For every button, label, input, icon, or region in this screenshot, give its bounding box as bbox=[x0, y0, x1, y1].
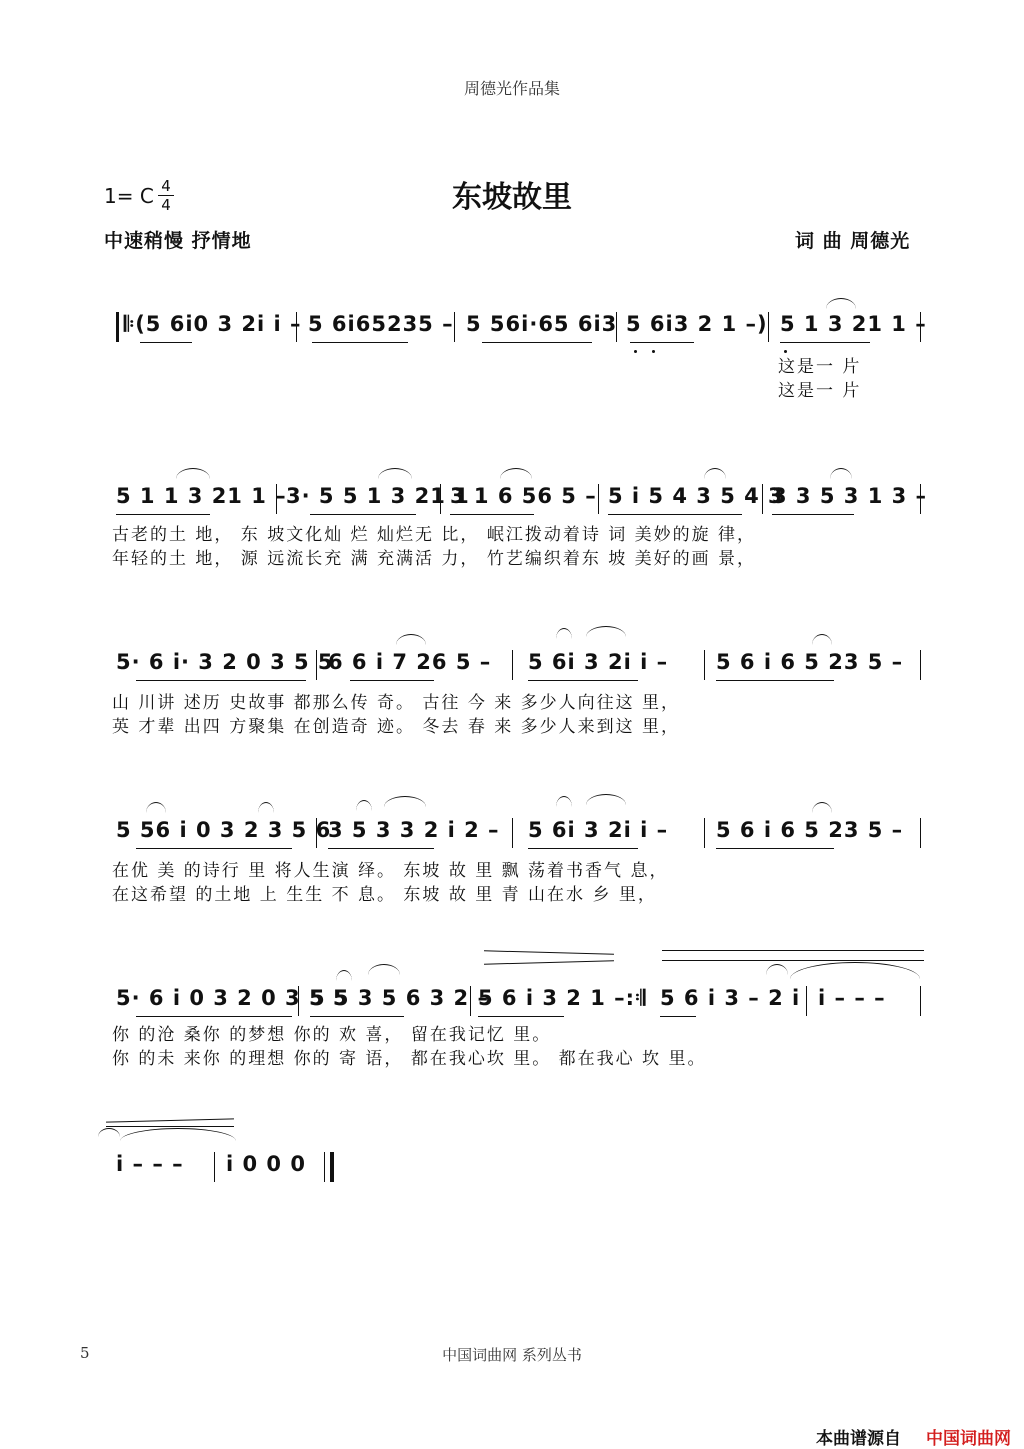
barline bbox=[470, 986, 471, 1016]
barline bbox=[276, 484, 277, 514]
barline bbox=[512, 818, 513, 848]
measure-6-2: i 0 0 0 bbox=[226, 1152, 306, 1176]
slur bbox=[556, 628, 572, 639]
underline bbox=[528, 848, 638, 849]
underline bbox=[140, 342, 192, 343]
barline bbox=[296, 312, 297, 342]
slur bbox=[336, 970, 352, 981]
lyric-verse-2: 英 才辈 出四 方聚集 在创造奇 迹。 冬去 春 来 多少人来到这 里， bbox=[112, 717, 681, 737]
tempo-marking: 中速稍慢 抒情地 bbox=[104, 230, 252, 252]
series-footer: 中国词曲网 系列丛书 bbox=[442, 1346, 582, 1364]
lyric-verse-1: 古老的土 地， 东 坡文化灿 烂 灿烂无 比， 岷江拨动着诗 词 美妙的旋 律， bbox=[112, 525, 757, 545]
slur bbox=[396, 634, 426, 645]
measure-3-3: 5 6i 3 2i i – bbox=[528, 650, 669, 674]
fermata-slur bbox=[120, 1128, 236, 1141]
slur bbox=[98, 1128, 120, 1137]
measure-1-3: 5 56i·65 6i3 bbox=[466, 312, 618, 336]
barline bbox=[920, 312, 921, 342]
barline bbox=[920, 484, 921, 514]
barline bbox=[316, 818, 317, 848]
slur bbox=[146, 802, 166, 813]
lyric-verse-2: 在这希望 的土地 上 生生 不 息。 东坡 故 里 青 山在水 乡 里， bbox=[112, 885, 657, 905]
fermata-slur bbox=[790, 962, 920, 979]
measure-5-1: 5· 6 i 0 3 2 0 3 5 5 bbox=[116, 986, 349, 1010]
crescendo-line bbox=[662, 960, 924, 961]
measure-5-5: i – – – bbox=[818, 986, 886, 1010]
barline bbox=[806, 986, 807, 1016]
slur bbox=[356, 800, 372, 811]
measure-4-1: 5 56 i 0 3 2 3 5 6 bbox=[116, 818, 332, 842]
slur bbox=[586, 794, 626, 805]
source-site-link[interactable]: 中国词曲网 bbox=[926, 1429, 1011, 1449]
measure-3-1: 5· 6 i· 3 2 0 3 5 5 bbox=[116, 650, 334, 674]
collection-header: 周德光作品集 bbox=[463, 79, 560, 98]
barline bbox=[920, 818, 921, 848]
underline bbox=[478, 1016, 564, 1017]
repeat-start-barline bbox=[116, 312, 119, 342]
slur bbox=[704, 468, 726, 479]
barline bbox=[920, 986, 921, 1016]
measure-4-4: 5 6 i 6 5 23 5 – bbox=[716, 818, 904, 842]
measure-6-1: i – – – bbox=[116, 1152, 184, 1176]
low-dot bbox=[634, 350, 637, 353]
underline bbox=[328, 848, 434, 849]
underline bbox=[136, 848, 292, 849]
song-title: 东坡故里 bbox=[452, 180, 572, 215]
measure-3-4: 5 6 i 6 5 23 5 – bbox=[716, 650, 904, 674]
lyric-verse-1: 你 的沧 桑你 的梦想 你的 欢 喜， 留在我记忆 里。 bbox=[112, 1025, 552, 1045]
underline bbox=[630, 342, 694, 343]
measure-4-3: 5 6i 3 2i i – bbox=[528, 818, 669, 842]
lyric-verse-1: 山 川讲 述历 史故事 都那么传 奇。 古往 今 来 多少人向往这 里， bbox=[112, 693, 681, 713]
underline bbox=[772, 514, 854, 515]
slur bbox=[830, 468, 852, 479]
underline bbox=[312, 342, 408, 343]
underline bbox=[482, 342, 592, 343]
measure-5-2: 5 5 3 5 6 3 2 – bbox=[310, 986, 489, 1010]
measure-5-3: 5 6 i 3 2 1 –:𝄇 bbox=[478, 986, 647, 1010]
underline bbox=[716, 680, 834, 681]
barline bbox=[512, 650, 513, 680]
measure-3-2: 6 6 i 7 26 5 – bbox=[328, 650, 492, 674]
slur bbox=[258, 802, 274, 813]
time-signature-bottom: 4 bbox=[161, 196, 171, 214]
slur bbox=[812, 634, 832, 645]
final-barline-thick bbox=[330, 1152, 334, 1182]
underline bbox=[350, 680, 434, 681]
crescendo-line bbox=[106, 1118, 234, 1122]
measure-2-5: 3 3 5 3 1 3 – bbox=[772, 484, 928, 508]
slur bbox=[500, 468, 532, 479]
measure-1-5: 5 1 3 21 1 – bbox=[780, 312, 927, 336]
barline bbox=[598, 484, 599, 514]
underline bbox=[310, 1016, 404, 1017]
underline bbox=[310, 514, 416, 515]
measure-2-4: 5 i 5 4 3 5 4 3 bbox=[608, 484, 784, 508]
barline bbox=[454, 312, 455, 342]
underline bbox=[450, 514, 534, 515]
underline bbox=[136, 1016, 292, 1017]
barline bbox=[298, 986, 299, 1016]
barline bbox=[920, 650, 921, 680]
crescendo-line bbox=[106, 1126, 234, 1127]
lyric-verse-2: 你 的未 来你 的理想 你的 寄 语， 都在我心坎 里。 都在我心 坎 里。 bbox=[112, 1049, 707, 1069]
measure-1-4: 5 6i3 2 1 –) bbox=[626, 312, 768, 336]
source-label: 本曲谱源自 bbox=[816, 1429, 901, 1449]
barline bbox=[616, 312, 617, 342]
barline bbox=[762, 484, 763, 514]
slur bbox=[384, 796, 426, 807]
measure-1-1: 𝄆(5 6i0 3 2i i – bbox=[124, 312, 302, 336]
low-dot bbox=[652, 350, 655, 353]
measure-2-1: 5 1 1 3 21 1 – bbox=[116, 484, 287, 508]
underline bbox=[660, 1016, 696, 1017]
underline bbox=[136, 680, 306, 681]
slur bbox=[826, 298, 856, 309]
barline bbox=[214, 1152, 215, 1182]
underline bbox=[716, 848, 834, 849]
barline bbox=[768, 312, 769, 342]
measure-2-3: 3 1 6 56 5 – bbox=[450, 484, 597, 508]
time-signature-top: 4 bbox=[161, 177, 171, 195]
crescendo-line bbox=[662, 950, 924, 951]
lyric-verse-2: 这是一 片 bbox=[778, 381, 862, 401]
measure-1-2: 5 6i65235 – bbox=[308, 312, 454, 336]
underline bbox=[528, 680, 638, 681]
page-number: 5 bbox=[80, 1344, 90, 1362]
composer-credit: 词 曲 周德光 bbox=[795, 230, 911, 252]
key-signature: 1= C bbox=[104, 184, 154, 208]
final-barline-thin bbox=[324, 1152, 325, 1182]
lyric-verse-2: 年轻的土 地， 源 远流长充 满 充满活 力， 竹艺编织着东 坡 美好的画 景， bbox=[112, 549, 757, 569]
slur bbox=[378, 468, 412, 479]
slur bbox=[176, 468, 210, 479]
underline bbox=[608, 514, 742, 515]
slur bbox=[586, 626, 626, 637]
underline bbox=[116, 514, 210, 515]
barline bbox=[316, 650, 317, 680]
crescendo-line bbox=[484, 960, 614, 964]
measure-4-2: 3 5 3 3 2 i 2 – bbox=[328, 818, 500, 842]
underline bbox=[780, 342, 870, 343]
barline bbox=[704, 650, 705, 680]
slur bbox=[368, 964, 400, 975]
barline bbox=[704, 818, 705, 848]
slur bbox=[556, 796, 572, 807]
lyric-verse-1: 在优 美 的诗行 里 将人生演 绎。 东坡 故 里 飘 荡着书香气 息， bbox=[112, 861, 669, 881]
slur bbox=[812, 802, 832, 813]
slur bbox=[766, 964, 788, 975]
measure-2-2: 3· 5 5 1 3 21 1 bbox=[286, 484, 470, 508]
measure-5-4: 5 6 i 3 – 2 i bbox=[660, 986, 801, 1010]
barline bbox=[440, 484, 441, 514]
crescendo-line bbox=[484, 950, 614, 954]
lyric-verse-1: 这是一 片 bbox=[778, 357, 862, 377]
